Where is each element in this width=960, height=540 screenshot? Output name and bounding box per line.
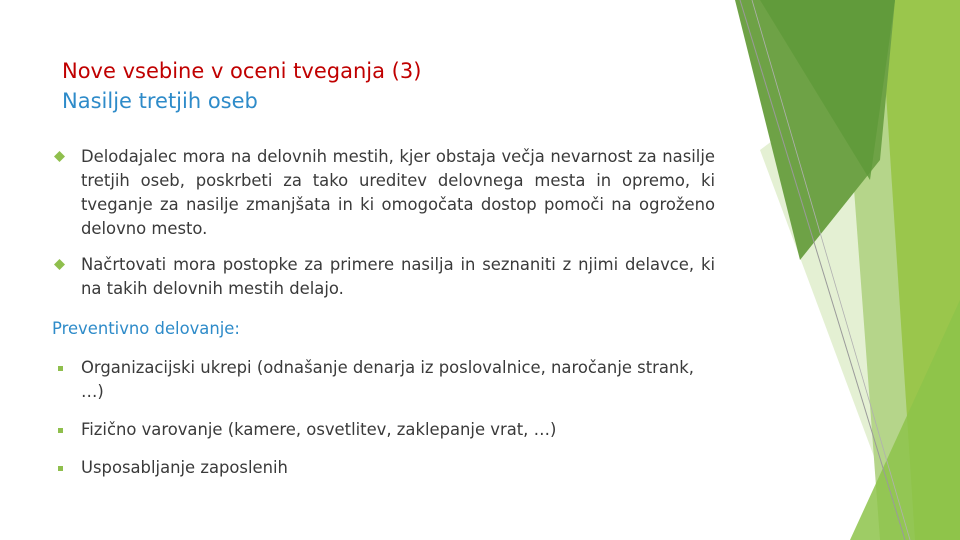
title-line-2: Nasilje tretjih oseb (62, 89, 258, 113)
square-bullet-icon (58, 466, 63, 471)
square-bullet-icon (58, 428, 63, 433)
square-bullet-icon (58, 366, 63, 371)
content-body (50, 145, 715, 494)
diamond-bullet-icon (54, 259, 65, 270)
measure-text: Organizacijski ukrepi (odnašanje denarja iz poslovalnice, naročanje strank, …) (81, 358, 695, 401)
title-line-1: Nove vsebine v oceni tveganja (3) (62, 59, 422, 83)
bullet-item (50, 253, 715, 301)
measure-item (50, 456, 715, 480)
measure-text: Usposabljanje zaposlenih (81, 458, 288, 477)
bullet-text: Delodajalec mora na delovnih mestih, kjer obstaja večja nevarnost za nasilje tretjih oseb, poskrbeti za tako ureditev delovnega mesta in opremo, ki tveganje za nasilje zmanjšata in ki omogočata dostop pomoči na ogroženo delovno mesto. (81, 147, 715, 238)
bullet-text: Načrtovati mora postopke za primere nasilja in seznaniti z njimi delavce, ki na takih delovnih mestih delajo. (81, 255, 715, 298)
measure-item (50, 356, 715, 404)
section-subheading: Preventivno delovanje: (52, 319, 240, 338)
measure-item (50, 418, 715, 442)
measure-text: Fizično varovanje (kamere, osvetlitev, zaklepanje vrat, …) (81, 420, 557, 439)
diamond-bullet-icon (54, 151, 65, 162)
slide-title (62, 56, 421, 116)
bullet-item (50, 145, 715, 241)
